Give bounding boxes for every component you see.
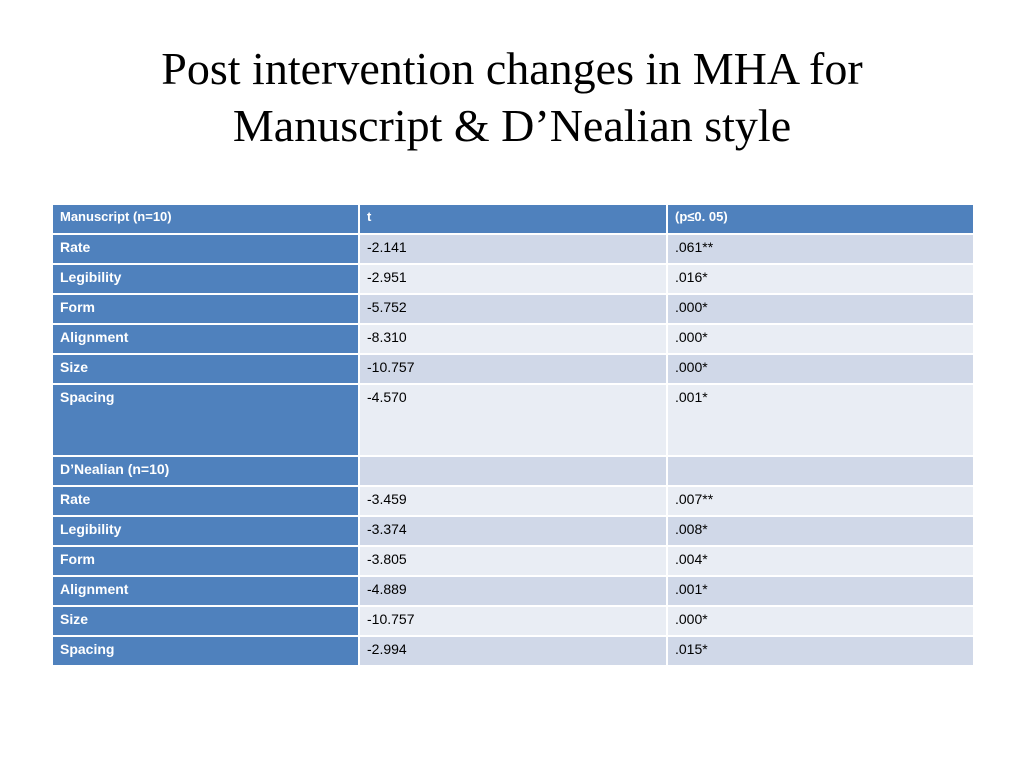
p-value: .015* [667, 636, 974, 666]
row-label: Spacing [52, 384, 359, 456]
p-value: .001* [667, 576, 974, 606]
table-row [52, 546, 974, 576]
table-row [52, 636, 974, 666]
row-label: Size [52, 354, 359, 384]
p-value: .000* [667, 324, 974, 354]
t-value: -5.752 [359, 294, 667, 324]
p-value: .000* [667, 294, 974, 324]
table-row [52, 384, 974, 456]
slide-title-line-2: Manuscript & D’Nealian style [232, 100, 792, 151]
t-value: -3.805 [359, 546, 667, 576]
row-label: Form [52, 546, 359, 576]
t-value: -2.994 [359, 636, 667, 666]
t-value: -10.757 [359, 354, 667, 384]
row-label: Spacing [52, 636, 359, 666]
t-value: -4.889 [359, 576, 667, 606]
row-label: Size [52, 606, 359, 636]
row-label: Rate [52, 486, 359, 516]
row-label: Rate [52, 234, 359, 264]
table-row [52, 264, 974, 294]
p-value: .007** [667, 486, 974, 516]
p-value: .001* [667, 384, 974, 456]
p-value: .004* [667, 546, 974, 576]
p-value: .000* [667, 606, 974, 636]
slide-title-line-1: Post intervention changes in MHA for [161, 43, 863, 94]
table-row [52, 606, 974, 636]
p-value: .000* [667, 354, 974, 384]
row-label: Alignment [52, 576, 359, 606]
mha-results-table [51, 203, 975, 667]
row-label: Form [52, 294, 359, 324]
t-value: -8.310 [359, 324, 667, 354]
p-value [667, 456, 974, 486]
t-value: -2.951 [359, 264, 667, 294]
table-row [52, 516, 974, 546]
table-row [52, 486, 974, 516]
row-label: Legibility [52, 264, 359, 294]
table-row [52, 234, 974, 264]
row-label: Alignment [52, 324, 359, 354]
table-row [52, 324, 974, 354]
t-value: -10.757 [359, 606, 667, 636]
table-header-row [52, 204, 974, 234]
table-section-row [52, 456, 974, 486]
header-cell-p: (p≤0. 05) [667, 204, 974, 234]
p-value: .016* [667, 264, 974, 294]
section-label: D’Nealian (n=10) [52, 456, 359, 486]
table-row [52, 576, 974, 606]
t-value: -2.141 [359, 234, 667, 264]
table-row [52, 354, 974, 384]
t-value: -4.570 [359, 384, 667, 456]
table-row [52, 294, 974, 324]
p-value: .008* [667, 516, 974, 546]
header-cell-group: Manuscript (n=10) [52, 204, 359, 234]
header-cell-t: t [359, 204, 667, 234]
t-value [359, 456, 667, 486]
p-value: .061** [667, 234, 974, 264]
t-value: -3.459 [359, 486, 667, 516]
slide-title [0, 40, 1024, 154]
row-label: Legibility [52, 516, 359, 546]
t-value: -3.374 [359, 516, 667, 546]
